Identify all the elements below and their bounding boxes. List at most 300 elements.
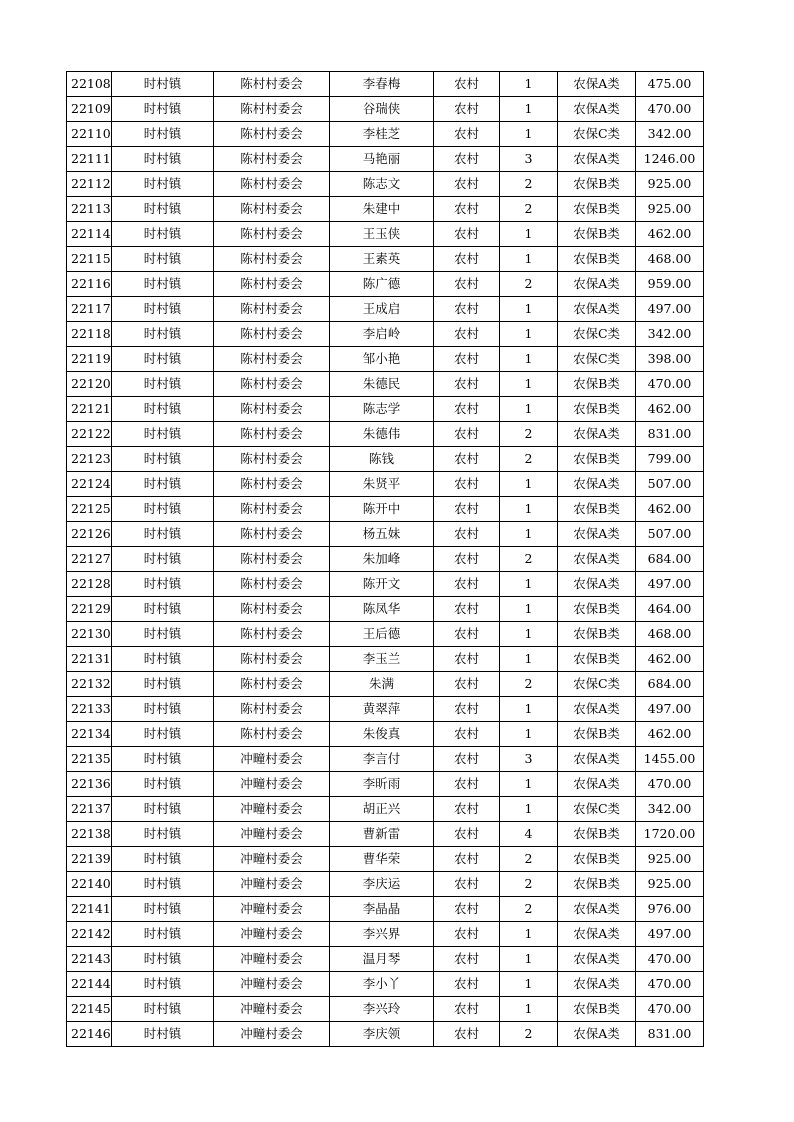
table-row	[67, 272, 704, 297]
record-id-cell: 22120	[67, 372, 112, 397]
area-type-cell: 农村	[434, 472, 500, 497]
village-committee-cell: 陈村村委会	[214, 372, 330, 397]
amount-cell: 976.00	[636, 897, 704, 922]
household-count-cell: 1	[500, 597, 558, 622]
insurance-category-cell: 农保B类	[558, 822, 636, 847]
record-id-cell: 22142	[67, 922, 112, 947]
amount-cell: 470.00	[636, 772, 704, 797]
area-type-cell: 农村	[434, 372, 500, 397]
household-count-cell: 1	[500, 222, 558, 247]
record-id-cell: 22122	[67, 422, 112, 447]
records-table-body	[67, 72, 704, 1047]
person-name-cell: 王素英	[330, 247, 434, 272]
village-committee-cell: 陈村村委会	[214, 497, 330, 522]
table-row	[67, 72, 704, 97]
amount-cell: 507.00	[636, 522, 704, 547]
household-count-cell: 1	[500, 922, 558, 947]
table-row	[67, 1022, 704, 1047]
village-committee-cell: 陈村村委会	[214, 622, 330, 647]
household-count-cell: 2	[500, 447, 558, 472]
household-count-cell: 1	[500, 522, 558, 547]
area-type-cell: 农村	[434, 647, 500, 672]
area-type-cell: 农村	[434, 197, 500, 222]
record-id-cell: 22136	[67, 772, 112, 797]
household-count-cell: 1	[500, 322, 558, 347]
amount-cell: 462.00	[636, 397, 704, 422]
record-id-cell: 22141	[67, 897, 112, 922]
record-id-cell: 22129	[67, 597, 112, 622]
village-committee-cell: 陈村村委会	[214, 722, 330, 747]
household-count-cell: 1	[500, 972, 558, 997]
amount-cell: 925.00	[636, 847, 704, 872]
town-cell: 时村镇	[112, 147, 214, 172]
village-committee-cell: 陈村村委会	[214, 197, 330, 222]
record-id-cell: 22143	[67, 947, 112, 972]
town-cell: 时村镇	[112, 372, 214, 397]
town-cell: 时村镇	[112, 697, 214, 722]
insurance-category-cell: 农保B类	[558, 197, 636, 222]
table-row	[67, 222, 704, 247]
household-count-cell: 2	[500, 897, 558, 922]
area-type-cell: 农村	[434, 347, 500, 372]
town-cell: 时村镇	[112, 122, 214, 147]
village-committee-cell: 陈村村委会	[214, 72, 330, 97]
household-count-cell: 1	[500, 797, 558, 822]
town-cell: 时村镇	[112, 197, 214, 222]
town-cell: 时村镇	[112, 622, 214, 647]
village-committee-cell: 陈村村委会	[214, 122, 330, 147]
person-name-cell: 李兴玲	[330, 997, 434, 1022]
table-row	[67, 972, 704, 997]
area-type-cell: 农村	[434, 822, 500, 847]
person-name-cell: 李言付	[330, 747, 434, 772]
area-type-cell: 农村	[434, 222, 500, 247]
person-name-cell: 李桂芝	[330, 122, 434, 147]
record-id-cell: 22118	[67, 322, 112, 347]
town-cell: 时村镇	[112, 172, 214, 197]
town-cell: 时村镇	[112, 947, 214, 972]
table-row	[67, 747, 704, 772]
amount-cell: 462.00	[636, 222, 704, 247]
person-name-cell: 李春梅	[330, 72, 434, 97]
table-row	[67, 447, 704, 472]
record-id-cell: 22139	[67, 847, 112, 872]
insurance-category-cell: 农保A类	[558, 947, 636, 972]
amount-cell: 470.00	[636, 972, 704, 997]
record-id-cell: 22131	[67, 647, 112, 672]
record-id-cell: 22138	[67, 822, 112, 847]
household-count-cell: 1	[500, 497, 558, 522]
area-type-cell: 农村	[434, 572, 500, 597]
amount-cell: 470.00	[636, 947, 704, 972]
record-id-cell: 22126	[67, 522, 112, 547]
town-cell: 时村镇	[112, 747, 214, 772]
village-committee-cell: 陈村村委会	[214, 522, 330, 547]
amount-cell: 462.00	[636, 722, 704, 747]
amount-cell: 831.00	[636, 422, 704, 447]
town-cell: 时村镇	[112, 422, 214, 447]
village-committee-cell: 陈村村委会	[214, 247, 330, 272]
insurance-category-cell: 农保B类	[558, 722, 636, 747]
table-row	[67, 172, 704, 197]
table-row	[67, 322, 704, 347]
person-name-cell: 朱贤平	[330, 472, 434, 497]
insurance-category-cell: 农保A类	[558, 922, 636, 947]
amount-cell: 475.00	[636, 72, 704, 97]
insurance-category-cell: 农保B类	[558, 622, 636, 647]
record-id-cell: 22124	[67, 472, 112, 497]
area-type-cell: 农村	[434, 597, 500, 622]
table-row	[67, 722, 704, 747]
area-type-cell: 农村	[434, 247, 500, 272]
town-cell: 时村镇	[112, 97, 214, 122]
area-type-cell: 农村	[434, 672, 500, 697]
table-row	[67, 897, 704, 922]
person-name-cell: 邹小艳	[330, 347, 434, 372]
town-cell: 时村镇	[112, 722, 214, 747]
village-committee-cell: 冲疃村委会	[214, 897, 330, 922]
town-cell: 时村镇	[112, 597, 214, 622]
record-id-cell: 22116	[67, 272, 112, 297]
table-row	[67, 422, 704, 447]
town-cell: 时村镇	[112, 572, 214, 597]
amount-cell: 470.00	[636, 372, 704, 397]
insurance-category-cell: 农保A类	[558, 522, 636, 547]
person-name-cell: 李小丫	[330, 972, 434, 997]
insurance-category-cell: 农保A类	[558, 697, 636, 722]
table-row	[67, 947, 704, 972]
insurance-category-cell: 农保A类	[558, 1022, 636, 1047]
table-row	[67, 197, 704, 222]
amount-cell: 464.00	[636, 597, 704, 622]
area-type-cell: 农村	[434, 697, 500, 722]
town-cell: 时村镇	[112, 222, 214, 247]
insurance-category-cell: 农保A类	[558, 772, 636, 797]
village-committee-cell: 陈村村委会	[214, 572, 330, 597]
area-type-cell: 农村	[434, 997, 500, 1022]
records-table	[66, 71, 704, 1047]
area-type-cell: 农村	[434, 922, 500, 947]
insurance-category-cell: 农保A类	[558, 472, 636, 497]
town-cell: 时村镇	[112, 272, 214, 297]
area-type-cell: 农村	[434, 772, 500, 797]
village-committee-cell: 陈村村委会	[214, 472, 330, 497]
table-row	[67, 397, 704, 422]
village-committee-cell: 陈村村委会	[214, 172, 330, 197]
table-row	[67, 147, 704, 172]
area-type-cell: 农村	[434, 797, 500, 822]
village-committee-cell: 陈村村委会	[214, 597, 330, 622]
town-cell: 时村镇	[112, 322, 214, 347]
insurance-category-cell: 农保C类	[558, 322, 636, 347]
town-cell: 时村镇	[112, 547, 214, 572]
person-name-cell: 李启岭	[330, 322, 434, 347]
record-id-cell: 22113	[67, 197, 112, 222]
record-id-cell: 22114	[67, 222, 112, 247]
amount-cell: 497.00	[636, 697, 704, 722]
table-row	[67, 497, 704, 522]
table-row	[67, 372, 704, 397]
village-committee-cell: 冲疃村委会	[214, 747, 330, 772]
insurance-category-cell: 农保B类	[558, 497, 636, 522]
person-name-cell: 朱德民	[330, 372, 434, 397]
area-type-cell: 农村	[434, 1022, 500, 1047]
amount-cell: 831.00	[636, 1022, 704, 1047]
insurance-category-cell: 农保B类	[558, 222, 636, 247]
person-name-cell: 黄翠萍	[330, 697, 434, 722]
record-id-cell: 22115	[67, 247, 112, 272]
town-cell: 时村镇	[112, 672, 214, 697]
village-committee-cell: 冲疃村委会	[214, 797, 330, 822]
area-type-cell: 农村	[434, 747, 500, 772]
insurance-category-cell: 农保B类	[558, 597, 636, 622]
record-id-cell: 22111	[67, 147, 112, 172]
record-id-cell: 22135	[67, 747, 112, 772]
record-id-cell: 22119	[67, 347, 112, 372]
area-type-cell: 农村	[434, 122, 500, 147]
village-committee-cell: 陈村村委会	[214, 672, 330, 697]
village-committee-cell: 冲疃村委会	[214, 772, 330, 797]
person-name-cell: 李庆领	[330, 1022, 434, 1047]
area-type-cell: 农村	[434, 72, 500, 97]
household-count-cell: 1	[500, 247, 558, 272]
town-cell: 时村镇	[112, 822, 214, 847]
person-name-cell: 陈凤华	[330, 597, 434, 622]
household-count-cell: 2	[500, 1022, 558, 1047]
person-name-cell: 王后德	[330, 622, 434, 647]
amount-cell: 1720.00	[636, 822, 704, 847]
person-name-cell: 陈志文	[330, 172, 434, 197]
person-name-cell: 曹新雷	[330, 822, 434, 847]
town-cell: 时村镇	[112, 847, 214, 872]
person-name-cell: 温月琴	[330, 947, 434, 972]
household-count-cell: 1	[500, 372, 558, 397]
table-row	[67, 997, 704, 1022]
record-id-cell: 22123	[67, 447, 112, 472]
village-committee-cell: 陈村村委会	[214, 422, 330, 447]
person-name-cell: 王成启	[330, 297, 434, 322]
person-name-cell: 陈广德	[330, 272, 434, 297]
amount-cell: 342.00	[636, 322, 704, 347]
amount-cell: 925.00	[636, 197, 704, 222]
village-committee-cell: 陈村村委会	[214, 222, 330, 247]
area-type-cell: 农村	[434, 547, 500, 572]
amount-cell: 799.00	[636, 447, 704, 472]
insurance-category-cell: 农保B类	[558, 847, 636, 872]
town-cell: 时村镇	[112, 997, 214, 1022]
village-committee-cell: 冲疃村委会	[214, 822, 330, 847]
household-count-cell: 2	[500, 422, 558, 447]
village-committee-cell: 陈村村委会	[214, 447, 330, 472]
amount-cell: 398.00	[636, 347, 704, 372]
table-row	[67, 822, 704, 847]
person-name-cell: 李玉兰	[330, 647, 434, 672]
area-type-cell: 农村	[434, 722, 500, 747]
person-name-cell: 陈开中	[330, 497, 434, 522]
table-row	[67, 597, 704, 622]
insurance-category-cell: 农保A类	[558, 272, 636, 297]
town-cell: 时村镇	[112, 872, 214, 897]
area-type-cell: 农村	[434, 872, 500, 897]
village-committee-cell: 陈村村委会	[214, 97, 330, 122]
area-type-cell: 农村	[434, 147, 500, 172]
record-id-cell: 22117	[67, 297, 112, 322]
household-count-cell: 2	[500, 672, 558, 697]
insurance-category-cell: 农保B类	[558, 247, 636, 272]
town-cell: 时村镇	[112, 247, 214, 272]
area-type-cell: 农村	[434, 322, 500, 347]
record-id-cell: 22127	[67, 547, 112, 572]
insurance-category-cell: 农保C类	[558, 797, 636, 822]
table-row	[67, 347, 704, 372]
record-id-cell: 22133	[67, 697, 112, 722]
person-name-cell: 谷瑞侠	[330, 97, 434, 122]
amount-cell: 497.00	[636, 922, 704, 947]
table-row	[67, 547, 704, 572]
insurance-category-cell: 农保B类	[558, 172, 636, 197]
household-count-cell: 1	[500, 72, 558, 97]
village-committee-cell: 陈村村委会	[214, 397, 330, 422]
table-row	[67, 847, 704, 872]
table-row	[67, 772, 704, 797]
amount-cell: 470.00	[636, 997, 704, 1022]
household-count-cell: 2	[500, 272, 558, 297]
area-type-cell: 农村	[434, 947, 500, 972]
insurance-category-cell: 农保A类	[558, 297, 636, 322]
village-committee-cell: 陈村村委会	[214, 297, 330, 322]
person-name-cell: 朱加峰	[330, 547, 434, 572]
table-row	[67, 122, 704, 147]
area-type-cell: 农村	[434, 447, 500, 472]
area-type-cell: 农村	[434, 897, 500, 922]
insurance-category-cell: 农保C类	[558, 122, 636, 147]
person-name-cell: 陈开文	[330, 572, 434, 597]
village-committee-cell: 陈村村委会	[214, 347, 330, 372]
table-row	[67, 297, 704, 322]
area-type-cell: 农村	[434, 272, 500, 297]
village-committee-cell: 陈村村委会	[214, 547, 330, 572]
table-row	[67, 247, 704, 272]
household-count-cell: 2	[500, 197, 558, 222]
record-id-cell: 22128	[67, 572, 112, 597]
household-count-cell: 1	[500, 647, 558, 672]
record-id-cell: 22137	[67, 797, 112, 822]
area-type-cell: 农村	[434, 97, 500, 122]
person-name-cell: 王玉侠	[330, 222, 434, 247]
insurance-category-cell: 农保A类	[558, 747, 636, 772]
village-committee-cell: 冲疃村委会	[214, 972, 330, 997]
amount-cell: 497.00	[636, 572, 704, 597]
table-row	[67, 872, 704, 897]
record-id-cell: 22109	[67, 97, 112, 122]
household-count-cell: 2	[500, 547, 558, 572]
table-row	[67, 672, 704, 697]
insurance-category-cell: 农保A类	[558, 147, 636, 172]
record-id-cell: 22134	[67, 722, 112, 747]
person-name-cell: 李兴界	[330, 922, 434, 947]
household-count-cell: 1	[500, 997, 558, 1022]
table-row	[67, 797, 704, 822]
town-cell: 时村镇	[112, 922, 214, 947]
insurance-category-cell: 农保A类	[558, 72, 636, 97]
record-id-cell: 22110	[67, 122, 112, 147]
household-count-cell: 4	[500, 822, 558, 847]
amount-cell: 925.00	[636, 872, 704, 897]
record-id-cell: 22108	[67, 72, 112, 97]
insurance-category-cell: 农保A类	[558, 972, 636, 997]
insurance-category-cell: 农保A类	[558, 572, 636, 597]
household-count-cell: 1	[500, 572, 558, 597]
table-row	[67, 97, 704, 122]
village-committee-cell: 冲疃村委会	[214, 872, 330, 897]
household-count-cell: 1	[500, 772, 558, 797]
household-count-cell: 1	[500, 947, 558, 972]
town-cell: 时村镇	[112, 1022, 214, 1047]
person-name-cell: 朱建中	[330, 197, 434, 222]
village-committee-cell: 冲疃村委会	[214, 947, 330, 972]
household-count-cell: 2	[500, 847, 558, 872]
record-id-cell: 22125	[67, 497, 112, 522]
insurance-category-cell: 农保A类	[558, 897, 636, 922]
town-cell: 时村镇	[112, 397, 214, 422]
record-id-cell: 22146	[67, 1022, 112, 1047]
household-count-cell: 1	[500, 697, 558, 722]
town-cell: 时村镇	[112, 647, 214, 672]
amount-cell: 1455.00	[636, 747, 704, 772]
household-count-cell: 1	[500, 472, 558, 497]
town-cell: 时村镇	[112, 497, 214, 522]
household-count-cell: 1	[500, 622, 558, 647]
village-committee-cell: 陈村村委会	[214, 322, 330, 347]
area-type-cell: 农村	[434, 297, 500, 322]
town-cell: 时村镇	[112, 447, 214, 472]
record-id-cell: 22112	[67, 172, 112, 197]
person-name-cell: 胡正兴	[330, 797, 434, 822]
person-name-cell: 李晶晶	[330, 897, 434, 922]
table-row	[67, 472, 704, 497]
amount-cell: 468.00	[636, 622, 704, 647]
area-type-cell: 农村	[434, 622, 500, 647]
insurance-category-cell: 农保C类	[558, 347, 636, 372]
household-count-cell: 1	[500, 397, 558, 422]
insurance-category-cell: 农保B类	[558, 647, 636, 672]
amount-cell: 684.00	[636, 672, 704, 697]
amount-cell: 342.00	[636, 122, 704, 147]
record-id-cell: 22140	[67, 872, 112, 897]
village-committee-cell: 陈村村委会	[214, 697, 330, 722]
household-count-cell: 1	[500, 297, 558, 322]
person-name-cell: 朱德伟	[330, 422, 434, 447]
area-type-cell: 农村	[434, 172, 500, 197]
household-count-cell: 1	[500, 122, 558, 147]
amount-cell: 470.00	[636, 97, 704, 122]
insurance-category-cell: 农保A类	[558, 547, 636, 572]
village-committee-cell: 冲疃村委会	[214, 922, 330, 947]
person-name-cell: 李昕雨	[330, 772, 434, 797]
town-cell: 时村镇	[112, 347, 214, 372]
village-committee-cell: 冲疃村委会	[214, 1022, 330, 1047]
village-committee-cell: 冲疃村委会	[214, 847, 330, 872]
insurance-category-cell: 农保B类	[558, 447, 636, 472]
record-id-cell: 22130	[67, 622, 112, 647]
household-count-cell: 1	[500, 347, 558, 372]
village-committee-cell: 陈村村委会	[214, 272, 330, 297]
person-name-cell: 杨五妹	[330, 522, 434, 547]
table-row	[67, 622, 704, 647]
amount-cell: 959.00	[636, 272, 704, 297]
town-cell: 时村镇	[112, 897, 214, 922]
amount-cell: 497.00	[636, 297, 704, 322]
